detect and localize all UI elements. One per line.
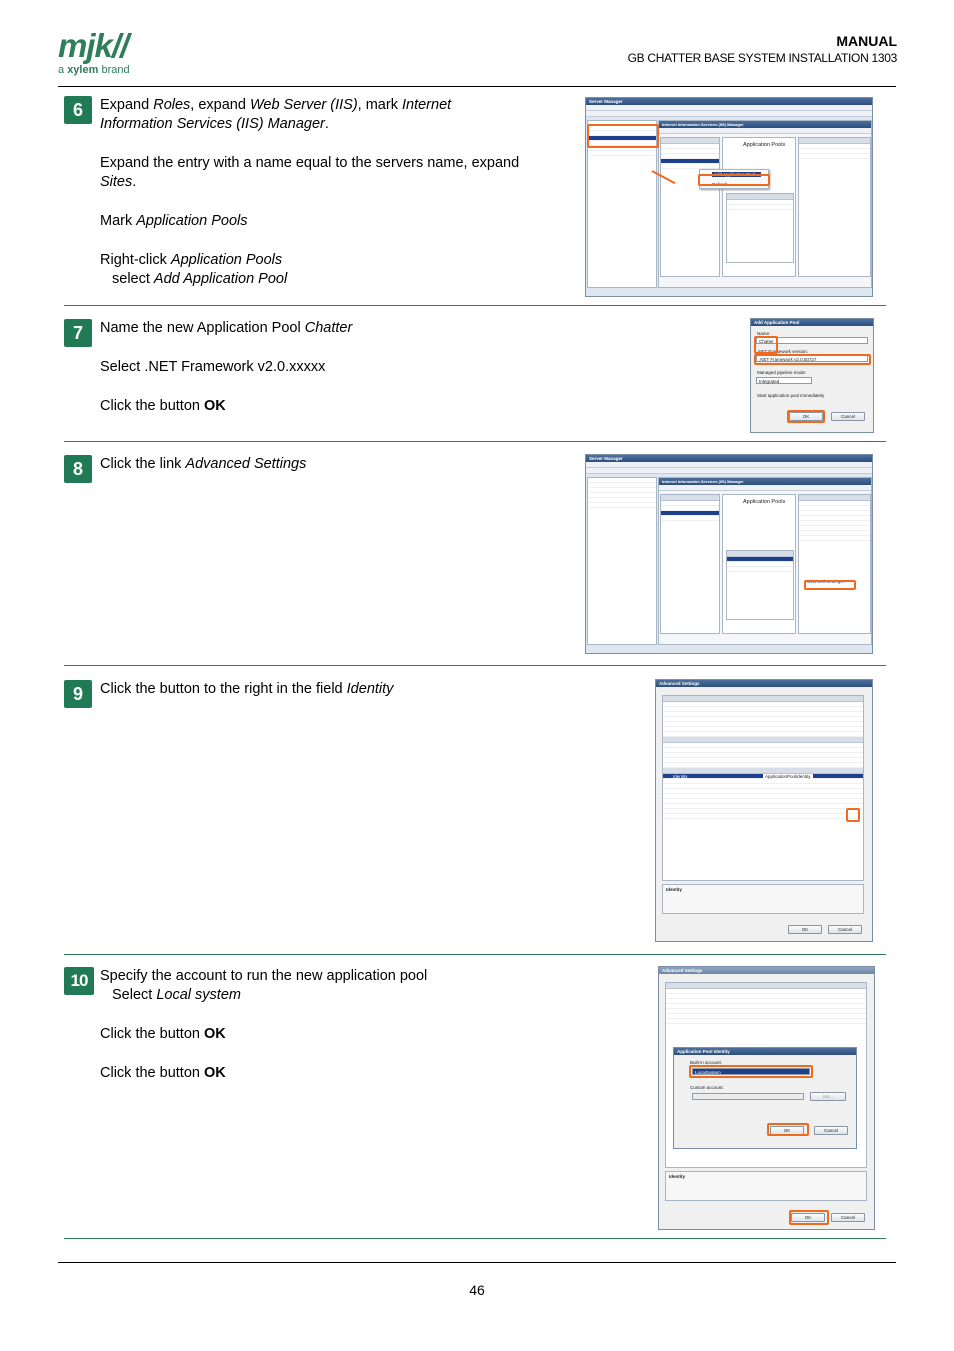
highlight-add-pool [698, 174, 770, 186]
advanced-settings-screenshot-2 [658, 966, 875, 1230]
step-text [100, 680, 520, 719]
instruction-line: Click the button OK [100, 1026, 226, 1042]
highlight-identity-ok [767, 1123, 809, 1136]
logo-tagline: a xylem brand [58, 64, 130, 76]
step-number-badge: 6 [64, 96, 92, 124]
instruction-line: Mark Application Pools [100, 213, 248, 229]
highlight-identity-button [846, 808, 860, 822]
advanced-settings-link: Advanced Settings... [805, 579, 847, 584]
instruction-line: Click the link Advanced Settings [100, 456, 307, 472]
highlight-advanced-settings [804, 580, 856, 590]
instruction-line: Click the button OK [100, 1065, 226, 1081]
identity-cancel-button: Cancel [814, 1126, 848, 1135]
server-manager-screenshot-2 [585, 454, 873, 654]
property-grid: Identity ApplicationPoolIdentity [662, 695, 864, 881]
toolbar [586, 111, 872, 117]
cancel-button: Cancel [831, 1213, 865, 1222]
server-manager-screenshot-1 [585, 97, 873, 297]
cancel-button: Cancel [831, 412, 865, 421]
dialog-title: Add Application Pool [751, 319, 873, 326]
identity-ok-button: OK [770, 1126, 804, 1135]
actions-pane [798, 137, 871, 277]
window-title: Server Manager [586, 98, 872, 105]
dialog-title: Advanced Settings [656, 680, 872, 687]
step-text [100, 967, 520, 1103]
iis-manager-pane [658, 120, 872, 288]
step-number-badge: 9 [64, 680, 92, 708]
instruction-line: Select .NET Framework v2.0.xxxxx [100, 359, 326, 375]
ok-button: OK [788, 925, 822, 934]
context-add-pool: Add Application Pool... [714, 172, 760, 177]
instruction-line: Specify the account to run the new application pool [100, 968, 428, 984]
cancel-button: Cancel [828, 925, 862, 934]
step-text [100, 96, 520, 309]
step-number-badge: 7 [64, 319, 92, 347]
step-divider [64, 305, 886, 306]
pipeline-select: Integrated [756, 377, 812, 384]
identity-dialog-title: Application Pool Identity [674, 1048, 856, 1055]
window-title: Server Manager [586, 455, 872, 462]
step-text [100, 455, 520, 494]
framework-label: .NET Framework version: [757, 349, 808, 354]
highlight-builtin-account [689, 1065, 813, 1078]
instruction-line: Click the button to the right in the field Identity [100, 681, 394, 697]
instruction-line: Name the new Application Pool Chatter [100, 320, 353, 336]
features-pane [722, 137, 796, 277]
step-number-badge: 10 [64, 967, 94, 995]
add-pool-dialog-screenshot [750, 318, 874, 433]
page-number: 46 [469, 1282, 485, 1298]
description-box: Identity [665, 1171, 867, 1201]
ok-button: OK [789, 412, 823, 421]
footer-divider [58, 1262, 896, 1263]
step-number-badge: 8 [64, 455, 92, 483]
start-checkbox-label: Start application pool immediately [757, 393, 825, 398]
custom-radio-label: Custom account: [690, 1085, 724, 1090]
step-divider [64, 954, 886, 955]
set-button: Set... [810, 1092, 846, 1101]
highlight-ok [789, 1210, 829, 1225]
dialog-title: Advanced Settings [659, 967, 874, 974]
instruction-line: Right-click Application Pools [100, 252, 283, 268]
document-title: MANUAL [836, 33, 897, 49]
connections-pane [660, 137, 720, 277]
instruction-line: Click the button OK [100, 398, 226, 414]
app-pool-identity-dialog [673, 1047, 857, 1149]
actions-pane [798, 494, 871, 634]
step-divider [64, 1238, 886, 1239]
highlight-framework [754, 354, 871, 365]
highlight-name [754, 336, 778, 354]
header-divider [58, 86, 896, 87]
highlight-ok [787, 410, 825, 423]
pane-heading: Application Pools [743, 142, 786, 148]
name-field: Chatter [756, 337, 868, 344]
ok-button: OK [791, 1213, 825, 1222]
instruction-line: Select Local system [112, 987, 241, 1003]
builtin-account-select: LocalSystem [692, 1068, 810, 1075]
logo-wordmark: mjk// [58, 27, 129, 64]
builtin-radio-label: Built-in account: [690, 1060, 723, 1065]
framework-select: .NET Framework v2.0.50727 [756, 355, 868, 362]
step-divider [64, 665, 886, 666]
instruction-line: select Add Application Pool [112, 271, 288, 287]
step-text [100, 319, 520, 436]
advanced-settings-screenshot-1 [655, 679, 873, 942]
document-subtitle: GB CHATTER BASE SYSTEM INSTALLATION 1303 [627, 51, 897, 65]
iis-header: Internet Information Services (IIS) Manager [659, 121, 871, 128]
navigation-tree [587, 477, 657, 645]
context-refresh: Refresh [712, 182, 728, 187]
company-logo [58, 27, 158, 80]
pipeline-label: Managed pipeline mode: [757, 370, 807, 375]
custom-account-field [692, 1093, 804, 1100]
instruction-line: Expand the entry with a name equal to the servers name, expand Sites. [100, 155, 520, 190]
instruction-line: Expand Roles, expand Web Server (IIS), mark Internet Information Services (IIS) Manager. [100, 97, 452, 132]
description-box: Identity [662, 884, 864, 914]
name-label: Name: [757, 331, 771, 336]
step-divider [64, 441, 886, 442]
iis-manager-pane: Internet Information Services (IIS) Manager Application Pools Advanced Settings... [658, 477, 872, 645]
document-header [628, 33, 897, 65]
highlight-iis-manager [587, 124, 659, 148]
